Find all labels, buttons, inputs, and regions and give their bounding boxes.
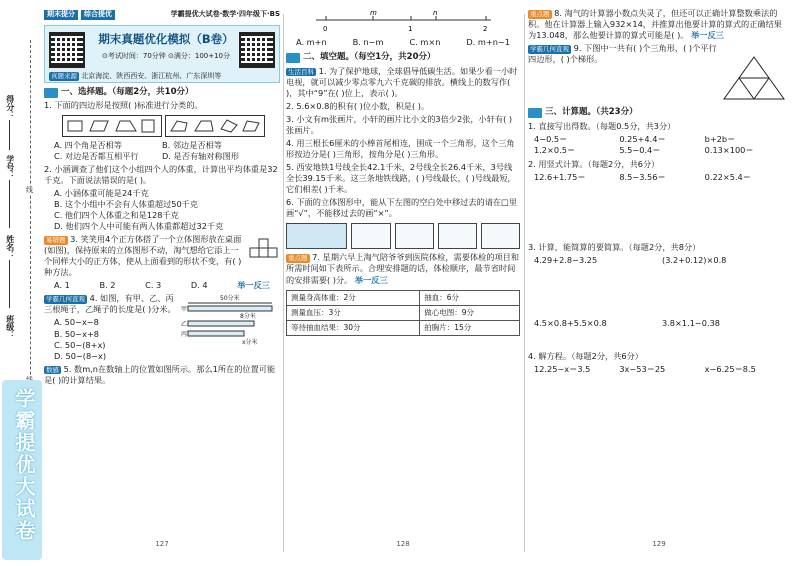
solid-option-1[interactable] xyxy=(351,223,390,249)
calc-item: 4−0.5＝ xyxy=(534,133,568,144)
topbar xyxy=(44,8,280,22)
column-divider xyxy=(283,14,284,552)
q1-options xyxy=(44,140,280,162)
brand-banner xyxy=(2,380,42,560)
shape-group-1 xyxy=(62,115,162,137)
fill-q7-text: 7. 星期六早上淘气陪爷爷到医院体检，需要体检的项目和所需时间如下表所示。合理安排题的话，体检顺序，最节省时间的安排需要( )分。 xyxy=(286,252,520,285)
calc-item: 1.2×0.5＝ xyxy=(534,144,576,155)
calc-item: 0.22×5.4＝ xyxy=(704,171,751,182)
fill-question-4: 4. 用三根长6厘米的小棒首尾相连，围成一个三角形，这个三角形按边分是( )三角形，按角分是( )三角形。 xyxy=(286,137,515,160)
source-text: 北京海淀、陕西西安、浙江杭州、广东深圳等 xyxy=(81,72,222,80)
calc-1-items xyxy=(528,134,790,156)
calc-item: 12.6+1.75＝ xyxy=(534,171,586,182)
fill-q1-badge: 生活百科 xyxy=(288,67,314,76)
fill-q8-more-link[interactable]: 举一反三 xyxy=(691,30,724,41)
section-choice xyxy=(44,87,280,98)
score-label: 得分： xyxy=(5,95,15,119)
calc-2-items xyxy=(528,172,790,242)
q5-option-c[interactable]: C. m×n xyxy=(409,37,441,48)
table-row xyxy=(287,320,520,335)
q4-option-a[interactable]: A. 50−x−8 xyxy=(54,317,99,328)
name-label: 姓名： xyxy=(5,235,15,259)
cubes-figure xyxy=(248,236,280,262)
table-row xyxy=(287,305,520,320)
section-title: 二、填空题。（每空1分，共20分） xyxy=(303,52,436,63)
fill-q9-text: 9. 下图中一共有( )个三角形，( )个平行四边形，( )个梯形。 xyxy=(528,43,717,65)
page-number-129: 129 xyxy=(652,540,666,548)
fig-x-label: x分米 xyxy=(242,339,258,347)
q1-option-a[interactable]: A. 四个角是否相等 xyxy=(54,139,122,150)
q5-badge: 数感 xyxy=(46,365,59,374)
exam-time-score: ⊙考试时间：70分钟 ⊙满分：100+10分 xyxy=(102,52,230,60)
exam-title: 期末真题优化模拟（B卷） xyxy=(98,32,234,46)
qr-code-right[interactable] xyxy=(239,32,275,68)
fig-bing: 丙 xyxy=(181,331,188,339)
quad-shapes-icon xyxy=(167,117,263,135)
fill-q9-badge: 学霸几何直观 xyxy=(530,45,569,54)
table-cell: 拍胸片：15分 xyxy=(420,320,520,335)
fill-q8-badge: 重点题 xyxy=(530,10,550,18)
id-line xyxy=(9,180,10,228)
q5-option-d[interactable]: D. m+n−1 xyxy=(466,37,510,48)
fill-q7-badge: 重点题 xyxy=(288,254,308,263)
section-title: 一、选择题。（每题2分，共10分） xyxy=(61,87,194,97)
solid-option-4[interactable] xyxy=(481,223,520,249)
q5-option-b[interactable]: B. n−m xyxy=(352,37,384,48)
q3-option-b[interactable]: B. 2 xyxy=(99,280,116,291)
q5-text: 5. 数m,n在数轴上的位置如图所示。那么1所在的位置可能是( )的计算结果。 xyxy=(44,363,276,385)
exam-header xyxy=(44,25,280,83)
table-cell: 抽血：6分 xyxy=(420,290,520,305)
q3-text: 3. 笑笑用4个正方体搭了一个立体图形放在桌面(如图)，保持原来的立体图形不动，淘气想给它添上一个同样大小的正方体，使从上面看到的形状不变，有( )种方法。 xyxy=(44,234,242,278)
q4-option-b[interactable]: B. 50−x+8 xyxy=(54,328,100,339)
table-cell: 做心电图：9分 xyxy=(420,305,520,320)
id-label: 学号： xyxy=(5,155,15,179)
qr-code-left[interactable] xyxy=(49,32,85,68)
table-row xyxy=(287,290,520,305)
rope-jia xyxy=(188,306,272,311)
quadrilateral-figure xyxy=(62,115,280,137)
rope-yi xyxy=(188,321,254,326)
fig-8-label: 8分米 xyxy=(240,313,256,321)
q3-options xyxy=(44,280,280,291)
calc-item: 4.5×0.8+5.5×0.8 xyxy=(534,317,607,328)
tag-improve: 综合提优 xyxy=(81,10,115,19)
tick-2: 2 xyxy=(483,25,488,33)
calc-item: 3.8×1.1−0.38 xyxy=(662,317,720,328)
q2-option-d[interactable]: D. 他们四个人中可能有两人体重都超过32千克 xyxy=(54,220,224,231)
q2-option-b[interactable]: B. 这个小组中不会有人体重超过50千克 xyxy=(54,198,199,209)
solid-option-3[interactable] xyxy=(438,223,477,249)
name-line xyxy=(9,260,10,308)
seal-mark-1: 线 xyxy=(26,186,33,194)
calc-item: 5.5−0.4＝ xyxy=(619,144,661,155)
calc-4-title: 4. 解方程。（每题2分，共6分） xyxy=(528,350,643,361)
fill-question-3: 3. 小文有m张画片，小轩的画片比小文的3倍少2张，小轩有( )张画片。 xyxy=(286,113,513,135)
fill-question-2: 2. 5.6×0.8的积有( )位小数，积是( )。 xyxy=(286,100,430,111)
q4-option-d[interactable]: D. 50−(8−x) xyxy=(54,350,107,361)
tick-1: 1 xyxy=(408,25,413,33)
binding-strip xyxy=(0,0,44,566)
calc-item: 12.25−x＝3.5 xyxy=(534,364,591,375)
question-5 xyxy=(44,364,280,386)
fill-question-8 xyxy=(528,8,790,41)
calc-4-items xyxy=(528,364,790,375)
calc-3-items xyxy=(528,255,790,345)
page-129 xyxy=(528,8,790,375)
q3-option-c[interactable]: C. 3 xyxy=(145,280,162,291)
q3-more-link[interactable]: 举一反三 xyxy=(237,280,270,291)
page-127 xyxy=(44,8,280,388)
calc-1-title: 1. 直接写出得数。（每题0.5分，共3分） xyxy=(528,120,676,131)
calc-item: 0.25+4.4＝ xyxy=(619,133,666,144)
table-cell: 测量身高体重：2分 xyxy=(287,290,420,305)
fill-question-5: 5. 西安地铁1号线全长42.1千米，2号线全长26.4千米，3号线全长39.15千米。这三条地铁线路，( )号线最长，( )号线最短，它们相差( )千米。 xyxy=(286,162,516,195)
q4-option-c[interactable]: C. 50−(8+x) xyxy=(54,339,106,350)
q4-text: 4. 如图，有甲、乙、丙三根绳子，乙绳子的长度是( )分米。 xyxy=(44,293,176,315)
section-icon xyxy=(286,53,300,63)
q5-options xyxy=(286,37,520,48)
column-divider xyxy=(524,14,525,552)
fig-jia: 甲 xyxy=(181,306,188,314)
fill-q1-text: 1. 为了保护地球，全球倡导低碳生活。如果少看一小时电视，就可以减少零点零九六千克碳的排放。横线上的数写作( )，其中“9”在( )位上，表示( )。 xyxy=(286,65,518,98)
tick-n: n xyxy=(433,9,438,17)
source-line xyxy=(49,72,275,81)
question-1: 1. 下面的四边形是按照( )标准进行分类的。 xyxy=(44,100,203,111)
calc-item: 4.29+2.8−3.25 xyxy=(534,254,598,265)
rope-bing xyxy=(188,331,244,336)
q2-option-a[interactable]: A. 小涵体重可能是24千克 xyxy=(54,187,149,198)
fill-q7-more-link[interactable]: 举一反三 xyxy=(354,274,388,285)
tick-m: m xyxy=(370,9,377,17)
calc-item: 3x−53＝25 xyxy=(619,364,666,375)
q1-option-d[interactable]: D. 是否有轴对称图形 xyxy=(162,150,240,161)
section-icon xyxy=(44,88,58,98)
q1-option-c[interactable]: C. 对边是否都互相平行 xyxy=(54,150,139,161)
calc-item: 0.13×100＝ xyxy=(704,144,754,155)
section-fill xyxy=(286,52,520,63)
triangle-figure xyxy=(722,55,786,101)
page-number-127: 127 xyxy=(155,540,169,548)
solid-option-2[interactable] xyxy=(395,223,434,249)
question-2: 2. 小涵调查了他们这个小组四个人的体重，计算出平均体重是32千克。下面说法错误的是( )。 xyxy=(44,163,278,185)
q3-badge: 易错题 xyxy=(46,236,66,245)
calc-item: x−6.25＝8.5 xyxy=(704,364,756,375)
exam-schedule-table xyxy=(286,290,520,336)
q2-option-c[interactable]: C. 他们四个人体重之和是128千克 xyxy=(54,209,179,220)
shape-group-2 xyxy=(165,115,265,137)
section-icon xyxy=(528,108,542,118)
fill-question-9 xyxy=(528,43,790,103)
brand-text: 学霸提优大试卷 xyxy=(12,388,36,542)
wall-with-hole xyxy=(286,223,347,249)
tag-final: 期末提分 xyxy=(44,10,78,19)
fill-q8-text: 8. 淘气的计算器小数点失灵了，但还可以正确计算整数乘法的积。他在计算器上输入932×14，并推算出他要计算的算式的正确结果为13.048，那么他要计算的算式可能是( )。 xyxy=(528,8,782,41)
calc-3-title: 3. 计算，能简算的要简算。（每题2分，共8分） xyxy=(528,241,701,252)
fill-question-6: 6. 下面的立体图形中，能从下左图的空白处中移过去的请在□里画“√”，不能移过去的画“×”。 xyxy=(286,197,518,219)
source-badge: 真题来源 xyxy=(51,72,77,80)
quad-shapes-icon xyxy=(64,117,160,135)
calc-item: (3.2+0.12)×0.8 xyxy=(662,254,727,265)
number-line-figure xyxy=(286,8,520,34)
calc-item: b+2b＝ xyxy=(704,133,736,144)
q1-option-b[interactable]: B. 邻边是否相等 xyxy=(162,139,222,150)
rope-figure xyxy=(180,293,280,347)
fill-question-1 xyxy=(286,66,520,99)
opening-figure xyxy=(286,223,520,249)
page-128 xyxy=(286,8,520,336)
calc-item: 8.5−3.56＝ xyxy=(619,171,666,182)
fig-50-label: 50分米 xyxy=(220,295,240,303)
q4-badge: 学霸几何直观 xyxy=(46,295,85,304)
score-line xyxy=(9,120,10,150)
section-calc xyxy=(528,107,790,118)
question-3 xyxy=(44,234,280,278)
q3-option-a[interactable]: A. 1 xyxy=(54,280,70,291)
class-label: 班级： xyxy=(5,315,15,339)
section-title: 三、计算题。（共23分） xyxy=(545,107,638,118)
table-cell: 测量血压：3分 xyxy=(287,305,420,320)
page-number-128: 128 xyxy=(396,540,410,548)
fill-question-7 xyxy=(286,252,520,285)
fig-yi: 乙 xyxy=(181,321,188,329)
q3-option-d[interactable]: D. 4 xyxy=(190,280,208,291)
q5-option-a[interactable]: A. m+n xyxy=(296,37,327,48)
table-cell: 等待抽血结果：30分 xyxy=(287,320,420,335)
tick-0: 0 xyxy=(323,25,328,33)
series-meta: 学霸提优大试卷·数学·四年级下·BS xyxy=(170,10,280,19)
calc-2-title: 2. 用竖式计算。（每题2分，共6分） xyxy=(528,158,660,169)
